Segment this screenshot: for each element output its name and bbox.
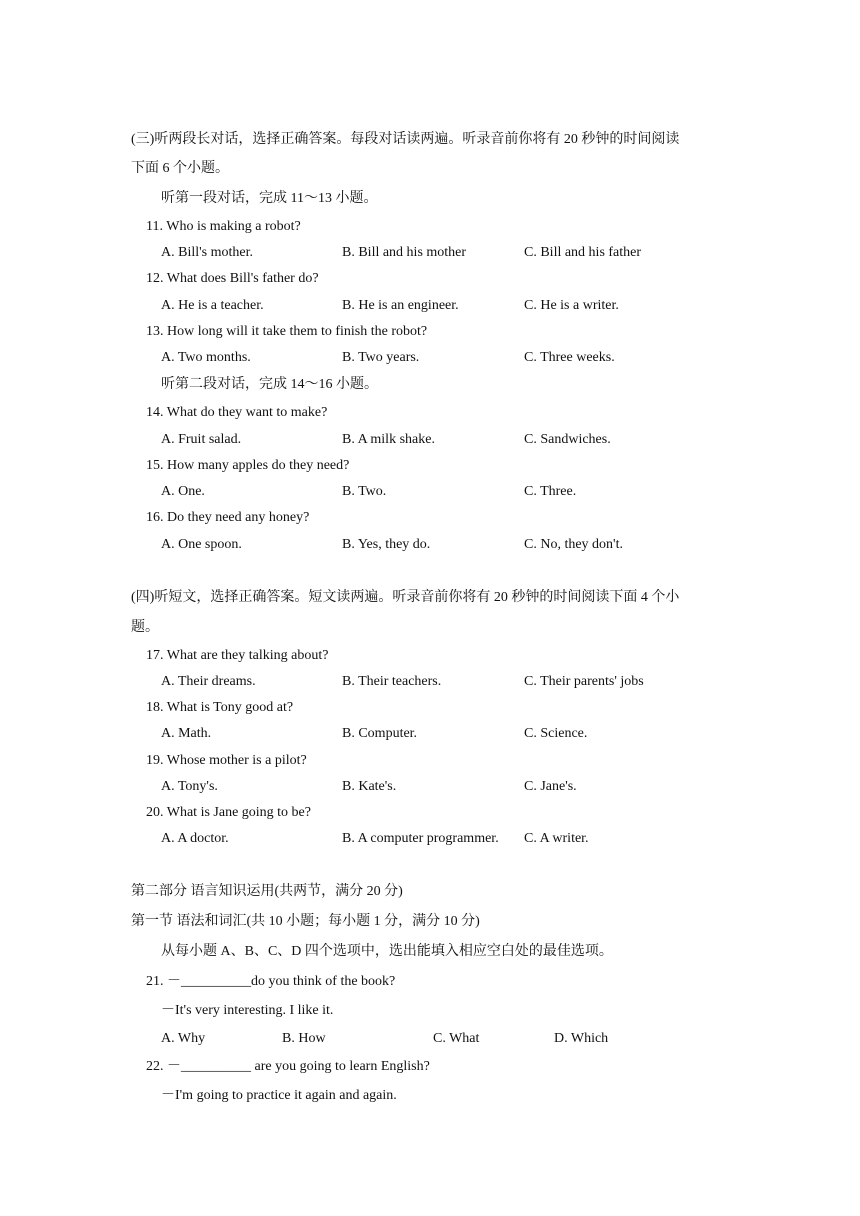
question-stem: 15. How many apples do they need? xyxy=(146,458,350,473)
option-c: C. A writer. xyxy=(524,831,589,846)
question-stem: 19. Whose mother is a pilot? xyxy=(146,753,307,768)
option-a: A. Math. xyxy=(161,726,212,741)
option-b: B. Their teachers. xyxy=(342,674,442,689)
option-c: C. Science. xyxy=(524,726,588,741)
option-c: C. Sandwiches. xyxy=(524,432,611,447)
section4-instruction-line2: 题。 xyxy=(131,620,159,635)
option-c: C. Jane's. xyxy=(524,779,577,794)
option-b: B. How xyxy=(282,1031,326,1046)
option-a: A. One spoon. xyxy=(161,537,242,552)
question-stem: 13. How long will it take them to finish the robot? xyxy=(146,324,428,339)
option-b: B. Computer. xyxy=(342,726,418,741)
option-b: B. He is an engineer. xyxy=(342,298,459,313)
option-b: B. A computer programmer. xyxy=(342,831,499,846)
section3-instruction-line2: 下面 6 个小题。 xyxy=(131,161,229,176)
dialog2-instruction: 听第二段对话，完成 14～16 小题。 xyxy=(161,377,378,392)
option-b: B. Two. xyxy=(342,484,387,499)
option-c: C. Their parents' jobs xyxy=(524,674,644,689)
option-b: B. Kate's. xyxy=(342,779,397,794)
question-stem: 16. Do they need any honey? xyxy=(146,510,310,525)
question-stem: 17. What are they talking about? xyxy=(146,648,329,663)
option-a: A. Fruit salad. xyxy=(161,432,242,447)
option-c: C. What xyxy=(433,1031,480,1046)
option-c: C. Three weeks. xyxy=(524,350,615,365)
option-a: A. Bill's mother. xyxy=(161,245,253,260)
question-21-reply: －It's very interesting. I like it. xyxy=(161,1003,334,1018)
question-stem: 14. What do they want to make? xyxy=(146,405,328,420)
option-a: A. A doctor. xyxy=(161,831,229,846)
question-stem: 11. Who is making a robot? xyxy=(146,219,301,234)
option-b: B. Bill and his mother xyxy=(342,245,467,260)
question-22-stem: 22. －__________ are you going to learn English? xyxy=(146,1059,430,1074)
option-d: D. Which xyxy=(554,1031,609,1046)
dialog1-instruction: 听第一段对话，完成 11～13 小题。 xyxy=(161,191,378,206)
section3-instruction-line1: (三)听两段长对话，选择正确答案。每段对话读两遍。听录音前你将有 20 秒钟的时间阅读 xyxy=(131,132,680,147)
option-a: A. Tony's. xyxy=(161,779,218,794)
question-stem: 18. What is Tony good at? xyxy=(146,700,294,715)
part2-section1-title: 第一节 语法和词汇(共 10 小题；每小题 1 分，满分 10 分) xyxy=(131,914,480,929)
part2-title: 第二部分 语言知识运用(共两节，满分 20 分) xyxy=(131,884,403,899)
section4-instruction-line1: (四)听短文，选择正确答案。短文读两遍。听录音前你将有 20 秒钟的时间阅读下面 4 个小 xyxy=(131,590,680,605)
option-a: A. One. xyxy=(161,484,205,499)
option-a: A. Why xyxy=(161,1031,206,1046)
question-stem: 12. What does Bill's father do? xyxy=(146,271,319,286)
option-c: C. Three. xyxy=(524,484,577,499)
option-a: A. Their dreams. xyxy=(161,674,256,689)
part2-instruction: 从每小题 A、B、C、D 四个选项中，选出能填入相应空白处的最佳选项。 xyxy=(161,944,613,959)
question-22-reply: －I'm going to practice it again and again. xyxy=(161,1088,397,1103)
option-c: C. No, they don't. xyxy=(524,537,623,552)
option-b: B. A milk shake. xyxy=(342,432,435,447)
option-b: B. Two years. xyxy=(342,350,420,365)
question-stem: 20. What is Jane going to be? xyxy=(146,805,311,820)
option-b: B. Yes, they do. xyxy=(342,537,431,552)
option-c: C. He is a writer. xyxy=(524,298,619,313)
option-a: A. He is a teacher. xyxy=(161,298,264,313)
option-c: C. Bill and his father xyxy=(524,245,642,260)
option-a: A. Two months. xyxy=(161,350,251,365)
question-21-stem: 21. －__________do you think of the book? xyxy=(146,974,396,989)
